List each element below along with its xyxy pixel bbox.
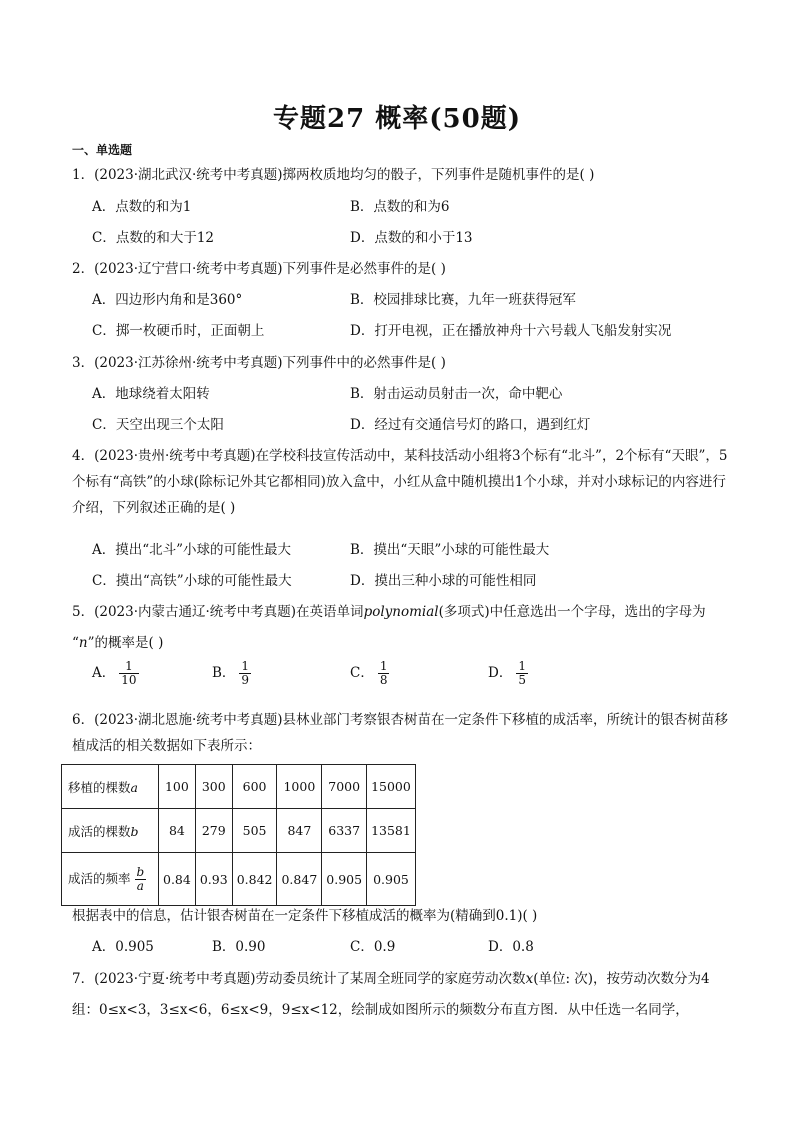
question-4-option-b[interactable]: B．摸出“天眼”小球的可能性最大 — [350, 542, 550, 558]
question-1-option-b[interactable]: B．点数的和为6 — [350, 199, 450, 215]
table-cell: 7000 — [322, 765, 367, 809]
fraction — [378, 660, 390, 687]
table-cell: 84 — [159, 809, 196, 853]
table-cell: 1000 — [277, 765, 322, 809]
fraction — [135, 866, 147, 893]
table-cell: 0.84 — [159, 853, 196, 906]
question-1-option-d[interactable]: D．点数的和小于13 — [350, 230, 473, 246]
table-cell: 13581 — [367, 809, 416, 853]
section-heading: 一、单选题 — [72, 143, 133, 157]
question-6-option-a[interactable]: A．0.905 — [92, 939, 154, 955]
question-3-stem: 3．(2023·江苏徐州·统考中考真题)下列事件中的必然事件是( ) — [72, 355, 446, 371]
question-6-prompt: 根据表中的信息，估计银杏树苗在一定条件下移植成活的概率为(精确到0.1)( ) — [72, 908, 538, 924]
question-6-option-c[interactable]: C．0.9 — [350, 939, 396, 955]
fraction-denominator: a — [136, 878, 144, 893]
table-row-header — [62, 853, 159, 906]
question-7-stem-part1: 7．(2023·宁夏·统考中考真题)劳动委员统计了某周全班同学的家庭劳动次数 — [72, 971, 526, 987]
table-cell: 6337 — [322, 809, 367, 853]
question-5-quote-open: “ — [72, 635, 79, 651]
question-5-option-d[interactable] — [488, 660, 528, 687]
table-cell: 600 — [232, 765, 277, 809]
question-1-option-a[interactable]: A．点数的和为1 — [92, 199, 192, 215]
question-5-stem-part1: 5．(2023·内蒙古通辽·统考中考真题)在英语单词 — [72, 604, 364, 620]
table-row — [62, 853, 416, 906]
fraction-denominator: 8 — [379, 673, 388, 687]
table-cell: 0.847 — [277, 853, 322, 906]
question-3-option-b[interactable]: B．射击运动员射击一次，命中靶心 — [350, 386, 563, 402]
question-3-option-a[interactable]: A．地球绕着太阳转 — [92, 386, 210, 402]
fraction — [119, 660, 138, 687]
row-label: 移植的棵数 — [68, 779, 131, 795]
fraction-numerator: 1 — [241, 659, 250, 673]
fraction-numerator: b — [136, 864, 145, 879]
question-5-word: polynomial — [363, 604, 439, 620]
option-label: B． — [212, 665, 236, 681]
table-cell: 279 — [195, 809, 232, 853]
fraction-denominator: 9 — [241, 673, 250, 687]
question-5-stem-line2 — [72, 634, 163, 652]
table-cell: 0.905 — [322, 853, 367, 906]
table-cell: 0.842 — [232, 853, 277, 906]
table-row — [62, 809, 416, 853]
fraction-numerator: 1 — [119, 660, 138, 674]
option-label: A． — [92, 665, 116, 681]
question-5-stem — [72, 603, 706, 621]
fraction-denominator: 5 — [518, 673, 526, 687]
table-cell: 0.905 — [367, 853, 416, 906]
question-6-option-d[interactable]: D．0.8 — [488, 939, 534, 955]
question-6-stem: 6．(2023·湖北恩施·统考中考真题)县林业部门考察银杏树苗在一定条件下移植的成活率，所统计的银杏树苗移植成活的相关数据如下表所示： — [72, 712, 729, 754]
question-4-option-d[interactable]: D．摸出三种小球的可能性相同 — [350, 573, 537, 589]
table-cell: 505 — [232, 809, 277, 853]
question-2-stem: 2．(2023·辽宁营口·统考中考真题)下列事件是必然事件的是( ) — [72, 261, 446, 277]
table-row-header — [62, 765, 159, 809]
row-variable: b — [130, 823, 139, 839]
table-row — [62, 765, 416, 809]
question-2-option-c[interactable]: C．掷一枚硬币时，正面朝上 — [92, 323, 265, 339]
question-3-option-d[interactable]: D．经过有交通信号灯的路口，遇到红灯 — [350, 417, 591, 433]
table-row-header — [62, 809, 159, 853]
question-4-option-a[interactable]: A．摸出“北斗”小球的可能性最大 — [92, 542, 292, 558]
question-3-option-c[interactable]: C．天空出现三个太阳 — [92, 417, 224, 433]
question-2-option-b[interactable]: B．校园排球比赛，九年一班获得冠军 — [350, 292, 576, 308]
fraction — [239, 660, 251, 687]
fraction — [516, 660, 528, 687]
question-1-stem: 1．(2023·湖北武汉·统考中考真题)掷两枚质地均匀的骰子，下列事件是随机事件的是( ) — [72, 167, 595, 183]
table-cell: 100 — [159, 765, 196, 809]
question-7-stem-part2: (单位: 次)，按劳动次数分为4 — [533, 971, 710, 987]
fraction-numerator: 1 — [379, 659, 388, 673]
row-variable: a — [130, 779, 138, 795]
row-label: 成活的频率 — [68, 870, 131, 886]
option-label: C． — [350, 665, 374, 681]
row-label: 成活的棵数 — [68, 823, 131, 839]
question-5-quote-close: ”的概率是( ) — [87, 635, 164, 651]
fraction-numerator: 1 — [518, 659, 526, 673]
question-5-option-a[interactable] — [92, 660, 139, 687]
table-cell: 847 — [277, 809, 322, 853]
question-5-letter: n — [78, 635, 88, 651]
fraction-denominator: 10 — [121, 673, 137, 687]
question-4-option-c[interactable]: C．摸出“高铁”小球的可能性最大 — [92, 573, 292, 589]
table-cell: 0.93 — [195, 853, 232, 906]
question-4-stem: 4．(2023·贵州·统考中考真题)在学校科技宣传活动中，某科技活动小组将3个标有“北斗”，2个标有“天眼”，5个标有“高铁”的小球(除标记外其它都相同)放入盒中，小红从盒中随机摸出1个小球，并对小球标记的内容进行介绍，下列叙述正确的是( ) — [72, 448, 728, 516]
question-2-option-a[interactable]: A．四边形内角和是360° — [92, 292, 243, 308]
table-cell: 15000 — [367, 765, 416, 809]
table-cell: 300 — [195, 765, 232, 809]
question-5-option-b[interactable] — [212, 660, 251, 687]
seedling-data-table — [61, 764, 416, 906]
question-1-option-c[interactable]: C．点数的和大于12 — [92, 230, 215, 246]
document-title: 专题27 概率(50题) — [272, 104, 522, 134]
question-7-stem-line2: 组：0≤x<3，3≤x<6，6≤x<9，9≤x<12，绘制成如图所示的频数分布直方图．从中任选一名同学， — [72, 1002, 689, 1018]
question-6-option-b[interactable]: B．0.90 — [212, 939, 266, 955]
question-7-stem — [72, 970, 710, 988]
option-label: D． — [488, 665, 513, 681]
question-5-option-c[interactable] — [350, 660, 389, 687]
question-2-option-d[interactable]: D．打开电视，正在播放神舟十六号载人飞船发射实况 — [350, 323, 672, 339]
question-5-stem-part2: (多项式)中任意选出一个字母，选出的字母为 — [438, 604, 706, 620]
question-7-variable: x — [525, 971, 534, 987]
